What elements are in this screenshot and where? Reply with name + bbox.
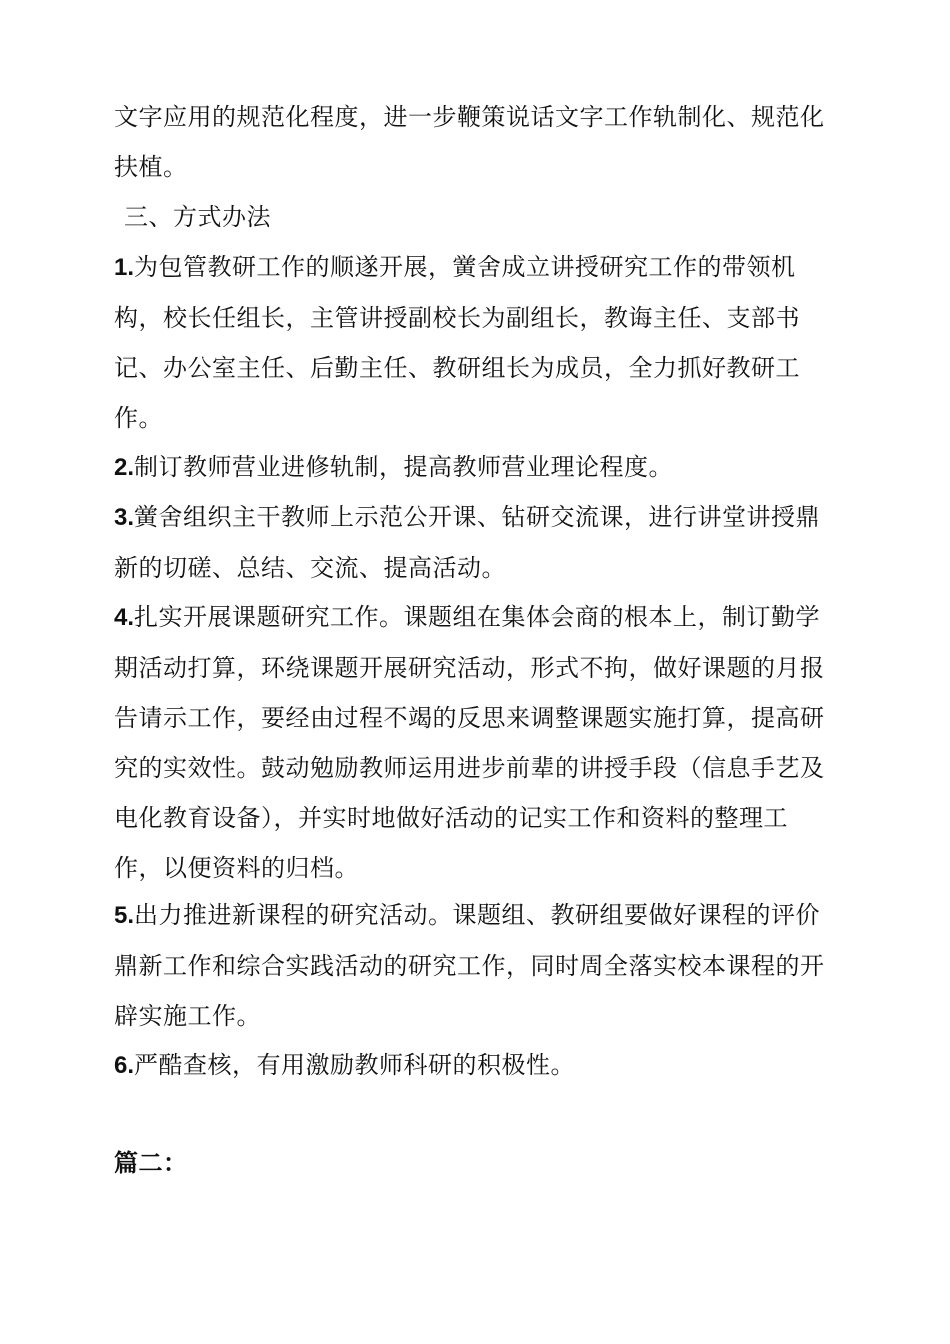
item-text: 出力推进新课程的研究活动。课题组、教研组要做好课程的评价鼎新工作和综合实践活动的研究工作，同时周全落实校本课程的开辟实施工作。 [114, 901, 825, 1030]
item-number: 4. [114, 604, 135, 631]
section-heading-text: 三、方式办法 [124, 203, 271, 231]
list-item-6 [114, 1040, 836, 1091]
list-item-1 [114, 242, 836, 443]
intro-text: 文字应用的规范化程度，进一步鞭策说话文字工作轨制化、规范化扶植。 [114, 103, 825, 181]
item-number: 1. [114, 254, 135, 281]
item-text: 黉舍组织主干教师上示范公开课、钻研交流课，进行讲堂讲授鼎新的切磋、总结、交流、提高活动。 [114, 503, 821, 582]
list-item-2 [114, 442, 836, 493]
item-text: 制订教师营业进修轨制，提高教师营业理论程度。 [134, 453, 674, 481]
list-item-5 [114, 890, 836, 1041]
item-number: 5. [114, 902, 135, 929]
intro-paragraph [114, 92, 836, 192]
item-number: 2. [114, 454, 135, 481]
list-item-4 [114, 592, 836, 893]
item-number: 3. [114, 504, 135, 531]
item-text: 严酷查核，有用激励教师科研的积极性。 [134, 1051, 576, 1079]
list-item-3 [114, 492, 836, 593]
item-text: 扎实开展课题研究工作。课题组在集体会商的根本上，制订勤学期活动打算，环绕课题开展研究活动，形式不拘，做好课题的月报告请示工作，要经由过程不竭的反思来调整课题实施打算，提高研究的实效性。鼓动勉励教师运用进步前辈的讲授手段（信息手艺及电化教育设备），并实时地做好活动的记实工作和资料的整理工作，以便资料的归档。 [114, 603, 825, 882]
next-section-heading: 篇二： [114, 1149, 188, 1177]
item-number: 6. [114, 1052, 135, 1079]
item-text: 为包管教研工作的顺遂开展，黉舍成立讲授研究工作的带领机构，校长任组长，主管讲授副校长为副组长，教诲主任、支部书记、办公室主任、后勤主任、教研组长为成员，全力抓好教研工作。 [114, 253, 800, 432]
section-heading [124, 192, 846, 242]
